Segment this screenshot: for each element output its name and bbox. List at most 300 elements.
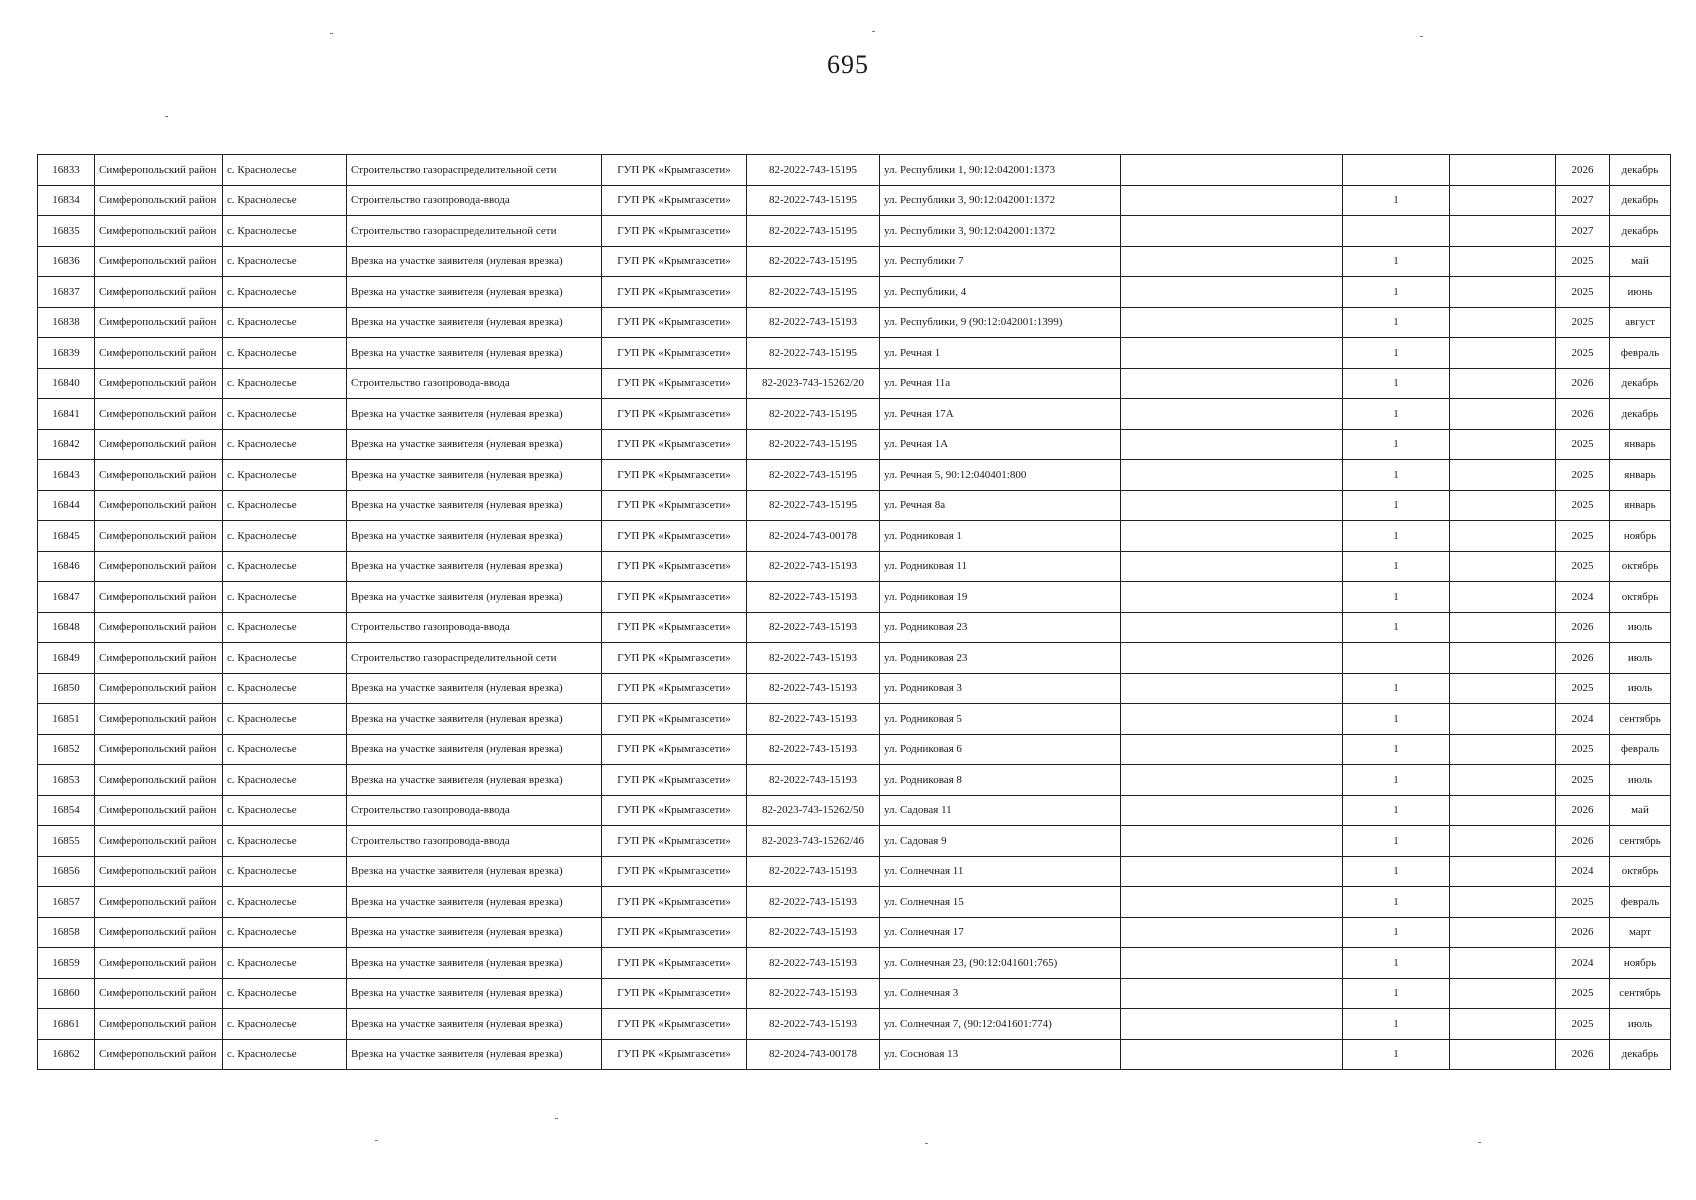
quantity-cell: 1 bbox=[1343, 582, 1450, 613]
row-number-cell: 16845 bbox=[38, 521, 95, 552]
blank-cell bbox=[1450, 673, 1556, 704]
year-cell: 2026 bbox=[1556, 917, 1610, 948]
district-cell: Симферопольский район bbox=[95, 429, 223, 460]
blank-cell bbox=[1450, 521, 1556, 552]
row-number-cell: 16851 bbox=[38, 704, 95, 735]
district-cell: Симферопольский район bbox=[95, 521, 223, 552]
year-cell: 2025 bbox=[1556, 307, 1610, 338]
year-cell: 2024 bbox=[1556, 948, 1610, 979]
district-cell: Симферопольский район bbox=[95, 155, 223, 186]
year-cell: 2026 bbox=[1556, 1039, 1610, 1070]
work-type-cell: Врезка на участке заявителя (нулевая врезка) bbox=[347, 887, 602, 918]
quantity-cell: 1 bbox=[1343, 795, 1450, 826]
quantity-cell: 1 bbox=[1343, 765, 1450, 796]
settlement-cell: с. Краснолесье bbox=[223, 368, 347, 399]
quantity-cell: 1 bbox=[1343, 460, 1450, 491]
permit-number-cell: 82-2022-743-15193 bbox=[747, 307, 880, 338]
table-row bbox=[38, 978, 1671, 1009]
month-cell: декабрь bbox=[1610, 155, 1671, 186]
work-type-cell: Врезка на участке заявителя (нулевая врезка) bbox=[347, 582, 602, 613]
quantity-cell: 1 bbox=[1343, 490, 1450, 521]
quantity-cell: 1 bbox=[1343, 551, 1450, 582]
address-cell: ул. Речная 1А bbox=[880, 429, 1121, 460]
blank-cell bbox=[1450, 795, 1556, 826]
table-row bbox=[38, 185, 1671, 216]
address-cell: ул. Республики 7 bbox=[880, 246, 1121, 277]
blank-cell bbox=[1121, 429, 1343, 460]
blank-cell bbox=[1450, 399, 1556, 430]
settlement-cell: с. Краснолесье bbox=[223, 1039, 347, 1070]
table-row bbox=[38, 368, 1671, 399]
settlement-cell: с. Краснолесье bbox=[223, 429, 347, 460]
work-type-cell: Строительство газопровода-ввода bbox=[347, 612, 602, 643]
settlement-cell: с. Краснолесье bbox=[223, 856, 347, 887]
blank-cell bbox=[1121, 887, 1343, 918]
table-row bbox=[38, 460, 1671, 491]
month-cell: январь bbox=[1610, 460, 1671, 491]
table-row bbox=[38, 887, 1671, 918]
address-cell: ул. Родниковая 8 bbox=[880, 765, 1121, 796]
year-cell: 2026 bbox=[1556, 155, 1610, 186]
row-number-cell: 16862 bbox=[38, 1039, 95, 1070]
blank-cell bbox=[1450, 216, 1556, 247]
year-cell: 2027 bbox=[1556, 216, 1610, 247]
table-row bbox=[38, 429, 1671, 460]
row-number-cell: 16861 bbox=[38, 1009, 95, 1040]
blank-cell bbox=[1121, 1039, 1343, 1070]
quantity-cell: 1 bbox=[1343, 673, 1450, 704]
district-cell: Симферопольский район bbox=[95, 277, 223, 308]
quantity-cell: 1 bbox=[1343, 521, 1450, 552]
settlement-cell: с. Краснолесье bbox=[223, 521, 347, 552]
month-cell: май bbox=[1610, 795, 1671, 826]
blank-cell bbox=[1121, 765, 1343, 796]
month-cell: июль bbox=[1610, 1009, 1671, 1040]
district-cell: Симферопольский район bbox=[95, 1039, 223, 1070]
blank-cell bbox=[1121, 704, 1343, 735]
operator-cell: ГУП РК «Крымгазсети» bbox=[602, 368, 747, 399]
year-cell: 2025 bbox=[1556, 460, 1610, 491]
month-cell: июль bbox=[1610, 643, 1671, 674]
settlement-cell: с. Краснолесье bbox=[223, 216, 347, 247]
operator-cell: ГУП РК «Крымгазсети» bbox=[602, 1039, 747, 1070]
address-cell: ул. Родниковая 1 bbox=[880, 521, 1121, 552]
quantity-cell: 1 bbox=[1343, 399, 1450, 430]
quantity-cell: 1 bbox=[1343, 978, 1450, 1009]
permit-number-cell: 82-2023-743-15262/50 bbox=[747, 795, 880, 826]
operator-cell: ГУП РК «Крымгазсети» bbox=[602, 856, 747, 887]
permit-number-cell: 82-2022-743-15193 bbox=[747, 917, 880, 948]
operator-cell: ГУП РК «Крымгазсети» bbox=[602, 399, 747, 430]
quantity-cell: 1 bbox=[1343, 856, 1450, 887]
work-type-cell: Врезка на участке заявителя (нулевая врезка) bbox=[347, 765, 602, 796]
month-cell: август bbox=[1610, 307, 1671, 338]
settlement-cell: с. Краснолесье bbox=[223, 1009, 347, 1040]
blank-cell bbox=[1450, 551, 1556, 582]
row-number-cell: 16856 bbox=[38, 856, 95, 887]
quantity-cell: 1 bbox=[1343, 307, 1450, 338]
permit-number-cell: 82-2022-743-15193 bbox=[747, 704, 880, 735]
year-cell: 2027 bbox=[1556, 185, 1610, 216]
district-cell: Симферопольский район bbox=[95, 734, 223, 765]
permit-number-cell: 82-2022-743-15193 bbox=[747, 673, 880, 704]
year-cell: 2025 bbox=[1556, 277, 1610, 308]
blank-cell bbox=[1121, 978, 1343, 1009]
table-row bbox=[38, 490, 1671, 521]
address-cell: ул. Сосновая 13 bbox=[880, 1039, 1121, 1070]
table-row bbox=[38, 917, 1671, 948]
settlement-cell: с. Краснолесье bbox=[223, 978, 347, 1009]
scan-speck bbox=[1420, 36, 1423, 37]
operator-cell: ГУП РК «Крымгазсети» bbox=[602, 1009, 747, 1040]
month-cell: июль bbox=[1610, 612, 1671, 643]
quantity-cell: 1 bbox=[1343, 338, 1450, 369]
blank-cell bbox=[1121, 826, 1343, 857]
row-number-cell: 16842 bbox=[38, 429, 95, 460]
settlement-cell: с. Краснолесье bbox=[223, 551, 347, 582]
month-cell: январь bbox=[1610, 429, 1671, 460]
table-row bbox=[38, 582, 1671, 613]
row-number-cell: 16859 bbox=[38, 948, 95, 979]
address-cell: ул. Республики, 4 bbox=[880, 277, 1121, 308]
row-number-cell: 16835 bbox=[38, 216, 95, 247]
month-cell: февраль bbox=[1610, 887, 1671, 918]
year-cell: 2025 bbox=[1556, 1009, 1610, 1040]
blank-cell bbox=[1450, 887, 1556, 918]
blank-cell bbox=[1121, 307, 1343, 338]
year-cell: 2025 bbox=[1556, 490, 1610, 521]
year-cell: 2025 bbox=[1556, 246, 1610, 277]
work-type-cell: Врезка на участке заявителя (нулевая врезка) bbox=[347, 338, 602, 369]
permit-number-cell: 82-2022-743-15193 bbox=[747, 734, 880, 765]
settlement-cell: с. Краснолесье bbox=[223, 277, 347, 308]
operator-cell: ГУП РК «Крымгазсети» bbox=[602, 826, 747, 857]
district-cell: Симферопольский район bbox=[95, 246, 223, 277]
year-cell: 2026 bbox=[1556, 368, 1610, 399]
year-cell: 2024 bbox=[1556, 582, 1610, 613]
permit-number-cell: 82-2022-743-15195 bbox=[747, 185, 880, 216]
work-type-cell: Врезка на участке заявителя (нулевая врезка) bbox=[347, 551, 602, 582]
month-cell: январь bbox=[1610, 490, 1671, 521]
blank-cell bbox=[1450, 1009, 1556, 1040]
permit-number-cell: 82-2022-743-15195 bbox=[747, 155, 880, 186]
district-cell: Симферопольский район bbox=[95, 612, 223, 643]
month-cell: сентябрь bbox=[1610, 826, 1671, 857]
work-type-cell: Строительство газопровода-ввода bbox=[347, 368, 602, 399]
permit-number-cell: 82-2022-743-15193 bbox=[747, 643, 880, 674]
operator-cell: ГУП РК «Крымгазсети» bbox=[602, 307, 747, 338]
month-cell: июль bbox=[1610, 673, 1671, 704]
month-cell: декабрь bbox=[1610, 216, 1671, 247]
year-cell: 2025 bbox=[1556, 338, 1610, 369]
table-row bbox=[38, 307, 1671, 338]
month-cell: март bbox=[1610, 917, 1671, 948]
district-cell: Симферопольский район bbox=[95, 1009, 223, 1040]
month-cell: июнь bbox=[1610, 277, 1671, 308]
district-cell: Симферопольский район bbox=[95, 795, 223, 826]
row-number-cell: 16853 bbox=[38, 765, 95, 796]
permit-number-cell: 82-2022-743-15195 bbox=[747, 338, 880, 369]
permit-number-cell: 82-2024-743-00178 bbox=[747, 1039, 880, 1070]
address-cell: ул. Солнечная 23, (90:12:041601:765) bbox=[880, 948, 1121, 979]
blank-cell bbox=[1121, 521, 1343, 552]
work-type-cell: Врезка на участке заявителя (нулевая врезка) bbox=[347, 246, 602, 277]
blank-cell bbox=[1450, 155, 1556, 186]
table-row bbox=[38, 521, 1671, 552]
permit-number-cell: 82-2022-743-15193 bbox=[747, 551, 880, 582]
work-type-cell: Врезка на участке заявителя (нулевая врезка) bbox=[347, 704, 602, 735]
district-cell: Симферопольский район bbox=[95, 978, 223, 1009]
settlement-cell: с. Краснолесье bbox=[223, 704, 347, 735]
district-cell: Симферопольский район bbox=[95, 673, 223, 704]
operator-cell: ГУП РК «Крымгазсети» bbox=[602, 551, 747, 582]
work-type-cell: Строительство газораспределительной сети bbox=[347, 643, 602, 674]
row-number-cell: 16833 bbox=[38, 155, 95, 186]
blank-cell bbox=[1121, 948, 1343, 979]
quantity-cell bbox=[1343, 216, 1450, 247]
year-cell: 2025 bbox=[1556, 551, 1610, 582]
year-cell: 2025 bbox=[1556, 978, 1610, 1009]
quantity-cell: 1 bbox=[1343, 704, 1450, 735]
table-row bbox=[38, 246, 1671, 277]
quantity-cell: 1 bbox=[1343, 917, 1450, 948]
permit-number-cell: 82-2022-743-15193 bbox=[747, 612, 880, 643]
year-cell: 2025 bbox=[1556, 887, 1610, 918]
district-cell: Симферопольский район bbox=[95, 704, 223, 735]
district-cell: Симферопольский район bbox=[95, 917, 223, 948]
month-cell: июль bbox=[1610, 765, 1671, 796]
blank-cell bbox=[1121, 277, 1343, 308]
blank-cell bbox=[1450, 765, 1556, 796]
operator-cell: ГУП РК «Крымгазсети» bbox=[602, 673, 747, 704]
work-type-cell: Строительство газопровода-ввода bbox=[347, 795, 602, 826]
blank-cell bbox=[1450, 368, 1556, 399]
quantity-cell: 1 bbox=[1343, 185, 1450, 216]
row-number-cell: 16855 bbox=[38, 826, 95, 857]
operator-cell: ГУП РК «Крымгазсети» bbox=[602, 490, 747, 521]
quantity-cell: 1 bbox=[1343, 246, 1450, 277]
blank-cell bbox=[1121, 1009, 1343, 1040]
work-type-cell: Строительство газопровода-ввода bbox=[347, 826, 602, 857]
table-row bbox=[38, 1009, 1671, 1040]
year-cell: 2026 bbox=[1556, 399, 1610, 430]
row-number-cell: 16857 bbox=[38, 887, 95, 918]
settlement-cell: с. Краснолесье bbox=[223, 917, 347, 948]
operator-cell: ГУП РК «Крымгазсети» bbox=[602, 277, 747, 308]
address-cell: ул. Садовая 11 bbox=[880, 795, 1121, 826]
blank-cell bbox=[1121, 582, 1343, 613]
blank-cell bbox=[1450, 307, 1556, 338]
address-cell: ул. Садовая 9 bbox=[880, 826, 1121, 857]
month-cell: сентябрь bbox=[1610, 704, 1671, 735]
district-cell: Симферопольский район bbox=[95, 399, 223, 430]
blank-cell bbox=[1450, 582, 1556, 613]
row-number-cell: 16841 bbox=[38, 399, 95, 430]
address-cell: ул. Республики 3, 90:12:042001:1372 bbox=[880, 185, 1121, 216]
blank-cell bbox=[1121, 368, 1343, 399]
month-cell: декабрь bbox=[1610, 1039, 1671, 1070]
table-row bbox=[38, 643, 1671, 674]
table-row bbox=[38, 155, 1671, 186]
month-cell: ноябрь bbox=[1610, 948, 1671, 979]
blank-cell bbox=[1450, 734, 1556, 765]
quantity-cell: 1 bbox=[1343, 734, 1450, 765]
district-cell: Симферопольский район bbox=[95, 368, 223, 399]
work-type-cell: Строительство газораспределительной сети bbox=[347, 216, 602, 247]
work-type-cell: Строительство газораспределительной сети bbox=[347, 155, 602, 186]
work-type-cell: Врезка на участке заявителя (нулевая врезка) bbox=[347, 1039, 602, 1070]
month-cell: октябрь bbox=[1610, 582, 1671, 613]
settlement-cell: с. Краснолесье bbox=[223, 643, 347, 674]
quantity-cell bbox=[1343, 155, 1450, 186]
month-cell: декабрь bbox=[1610, 399, 1671, 430]
blank-cell bbox=[1450, 185, 1556, 216]
district-cell: Симферопольский район bbox=[95, 856, 223, 887]
quantity-cell: 1 bbox=[1343, 1039, 1450, 1070]
address-cell: ул. Родниковая 5 bbox=[880, 704, 1121, 735]
permit-number-cell: 82-2022-743-15195 bbox=[747, 277, 880, 308]
permit-number-cell: 82-2022-743-15193 bbox=[747, 1009, 880, 1040]
address-cell: ул. Речная 1 bbox=[880, 338, 1121, 369]
operator-cell: ГУП РК «Крымгазсети» bbox=[602, 734, 747, 765]
address-cell: ул. Речная 8а bbox=[880, 490, 1121, 521]
work-type-cell: Врезка на участке заявителя (нулевая врезка) bbox=[347, 399, 602, 430]
work-type-cell: Врезка на участке заявителя (нулевая врезка) bbox=[347, 673, 602, 704]
blank-cell bbox=[1121, 338, 1343, 369]
table-row bbox=[38, 765, 1671, 796]
district-cell: Симферопольский район bbox=[95, 216, 223, 247]
work-type-cell: Врезка на участке заявителя (нулевая врезка) bbox=[347, 1009, 602, 1040]
month-cell: май bbox=[1610, 246, 1671, 277]
settlement-cell: с. Краснолесье bbox=[223, 460, 347, 491]
quantity-cell: 1 bbox=[1343, 948, 1450, 979]
blank-cell bbox=[1450, 338, 1556, 369]
blank-cell bbox=[1121, 673, 1343, 704]
settlement-cell: с. Краснолесье bbox=[223, 887, 347, 918]
month-cell: сентябрь bbox=[1610, 978, 1671, 1009]
operator-cell: ГУП РК «Крымгазсети» bbox=[602, 429, 747, 460]
permit-number-cell: 82-2022-743-15195 bbox=[747, 429, 880, 460]
permit-number-cell: 82-2022-743-15193 bbox=[747, 887, 880, 918]
blank-cell bbox=[1121, 795, 1343, 826]
blank-cell bbox=[1121, 460, 1343, 491]
district-cell: Симферопольский район bbox=[95, 551, 223, 582]
row-number-cell: 16852 bbox=[38, 734, 95, 765]
address-cell: ул. Солнечная 15 bbox=[880, 887, 1121, 918]
permit-number-cell: 82-2022-743-15193 bbox=[747, 765, 880, 796]
row-number-cell: 16838 bbox=[38, 307, 95, 338]
address-cell: ул. Родниковая 23 bbox=[880, 643, 1121, 674]
scan-speck bbox=[375, 1140, 378, 1141]
work-type-cell: Врезка на участке заявителя (нулевая врезка) bbox=[347, 856, 602, 887]
quantity-cell: 1 bbox=[1343, 277, 1450, 308]
row-number-cell: 16850 bbox=[38, 673, 95, 704]
address-cell: ул. Речная 11а bbox=[880, 368, 1121, 399]
address-cell: ул. Речная 5, 90:12:040401:800 bbox=[880, 460, 1121, 491]
operator-cell: ГУП РК «Крымгазсети» bbox=[602, 704, 747, 735]
scan-speck bbox=[555, 1118, 558, 1119]
table-row bbox=[38, 612, 1671, 643]
quantity-cell bbox=[1343, 643, 1450, 674]
district-cell: Симферопольский район bbox=[95, 765, 223, 796]
operator-cell: ГУП РК «Крымгазсети» bbox=[602, 185, 747, 216]
blank-cell bbox=[1121, 399, 1343, 430]
operator-cell: ГУП РК «Крымгазсети» bbox=[602, 155, 747, 186]
work-type-cell: Врезка на участке заявителя (нулевая врезка) bbox=[347, 307, 602, 338]
permit-number-cell: 82-2022-743-15195 bbox=[747, 216, 880, 247]
page-number: 695 bbox=[827, 50, 869, 79]
operator-cell: ГУП РК «Крымгазсети» bbox=[602, 795, 747, 826]
settlement-cell: с. Краснолесье bbox=[223, 612, 347, 643]
quantity-cell: 1 bbox=[1343, 429, 1450, 460]
operator-cell: ГУП РК «Крымгазсети» bbox=[602, 765, 747, 796]
settlement-cell: с. Краснолесье bbox=[223, 795, 347, 826]
settlement-cell: с. Краснолесье bbox=[223, 673, 347, 704]
permit-number-cell: 82-2023-743-15262/20 bbox=[747, 368, 880, 399]
blank-cell bbox=[1121, 856, 1343, 887]
table-row bbox=[38, 856, 1671, 887]
settlement-cell: с. Краснолесье bbox=[223, 948, 347, 979]
table-row bbox=[38, 734, 1671, 765]
operator-cell: ГУП РК «Крымгазсети» bbox=[602, 460, 747, 491]
row-number-cell: 16860 bbox=[38, 978, 95, 1009]
month-cell: февраль bbox=[1610, 734, 1671, 765]
blank-cell bbox=[1121, 551, 1343, 582]
blank-cell bbox=[1121, 490, 1343, 521]
operator-cell: ГУП РК «Крымгазсети» bbox=[602, 643, 747, 674]
work-type-cell: Врезка на участке заявителя (нулевая врезка) bbox=[347, 917, 602, 948]
blank-cell bbox=[1121, 734, 1343, 765]
blank-cell bbox=[1450, 429, 1556, 460]
blank-cell bbox=[1450, 460, 1556, 491]
settlement-cell: с. Краснолесье bbox=[223, 399, 347, 430]
row-number-cell: 16839 bbox=[38, 338, 95, 369]
row-number-cell: 16844 bbox=[38, 490, 95, 521]
blank-cell bbox=[1450, 643, 1556, 674]
scan-speck bbox=[872, 31, 875, 32]
row-number-cell: 16854 bbox=[38, 795, 95, 826]
row-number-cell: 16858 bbox=[38, 917, 95, 948]
month-cell: ноябрь bbox=[1610, 521, 1671, 552]
operator-cell: ГУП РК «Крымгазсети» bbox=[602, 521, 747, 552]
table-row bbox=[38, 704, 1671, 735]
address-cell: ул. Родниковая 11 bbox=[880, 551, 1121, 582]
work-type-cell: Врезка на участке заявителя (нулевая врезка) bbox=[347, 521, 602, 552]
operator-cell: ГУП РК «Крымгазсети» bbox=[602, 948, 747, 979]
address-cell: ул. Республики, 9 (90:12:042001:1399) bbox=[880, 307, 1121, 338]
permit-number-cell: 82-2023-743-15262/46 bbox=[747, 826, 880, 857]
work-type-cell: Врезка на участке заявителя (нулевая врезка) bbox=[347, 734, 602, 765]
year-cell: 2026 bbox=[1556, 612, 1610, 643]
settlement-cell: с. Краснолесье bbox=[223, 826, 347, 857]
work-type-cell: Врезка на участке заявителя (нулевая врезка) bbox=[347, 429, 602, 460]
address-cell: ул. Родниковая 19 bbox=[880, 582, 1121, 613]
quantity-cell: 1 bbox=[1343, 1009, 1450, 1040]
address-cell: ул. Республики 3, 90:12:042001:1372 bbox=[880, 216, 1121, 247]
year-cell: 2025 bbox=[1556, 429, 1610, 460]
table-row bbox=[38, 277, 1671, 308]
work-type-cell: Врезка на участке заявителя (нулевая врезка) bbox=[347, 277, 602, 308]
year-cell: 2025 bbox=[1556, 521, 1610, 552]
permit-number-cell: 82-2022-743-15195 bbox=[747, 460, 880, 491]
table-row bbox=[38, 551, 1671, 582]
scan-speck bbox=[925, 1143, 928, 1144]
district-cell: Симферопольский район bbox=[95, 887, 223, 918]
scan-speck bbox=[165, 116, 168, 117]
address-cell: ул. Солнечная 11 bbox=[880, 856, 1121, 887]
table-row bbox=[38, 948, 1671, 979]
work-type-cell: Строительство газопровода-ввода bbox=[347, 185, 602, 216]
